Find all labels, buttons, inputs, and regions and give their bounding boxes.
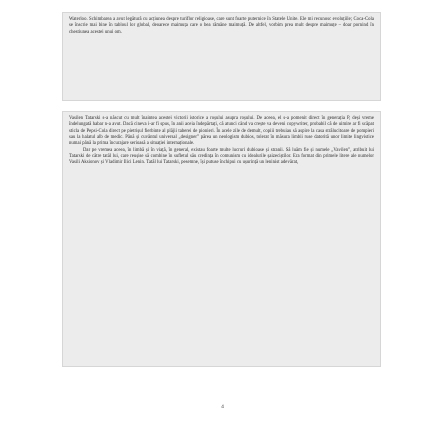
text-block-main <box>62 111 381 367</box>
paragraph-name-origin: Dar pe vremea aceea, în limbă și în viață, în general, existau foarte multe lucruri dubioase și stranii. Să luăm fie și numele „Vavilen”, atribuit lui Tatarski de către tatăl lui, care reușise să combine în sufletul său credința în comunism cu idealurile șaizeciștilor. Era format din primele litere ale numelor Vasili Aksionov și Vladimir Ilici Lenin. Tatăl lui Tatarski, pesemne, își putuse închipui cu ușurință un leninist adevărat, <box>69 147 374 166</box>
paragraph-intro: Waterloo. Schimbarea a avut legătură cu acțiunea despre turiflor religioase, care sunt foarte puternice în Statele Unite. Ele mi recunosc evoluțiile; Coca-Cola se înscrie mai bine în tabloul lor global, deoarece maimuța care o bea rămâne maimuță. De altfel, vorbim prea mult despre maimuțe – doar pornind în chestiunea acestei unui om. <box>69 17 374 35</box>
page-number: 4 <box>221 404 224 410</box>
text-block-top <box>62 12 381 101</box>
paragraph-vavilen: Vasilen Tatarski s-a născut cu mult înaintea acestei victorii istorice a roșului asupra roșului. De aceea, el s-a pomenit direct în generația P, deși vreme îndelungată habar n-a avut. Dacă cineva i-ar fi spus, în anii aceia îndepărtați, că atunci când va crește va deveni copywriter, probabil că de uimire ar fi scăpat sticla de Pepsi-Cola direct pe pietrișul fierbinte al plăjii taberei de pionieri. În acele zile de demult, copiii trebuiau să aspire la casa strălucitoare de pompieri sau la halatul alb de medic. Până și cuvântul universal „designer” părea un neologism dubios, tolerat în măsura limbii ruse datorită unor limite lingvistice numai până la prima încurajare serioasă a situației internaționale. <box>69 116 374 147</box>
